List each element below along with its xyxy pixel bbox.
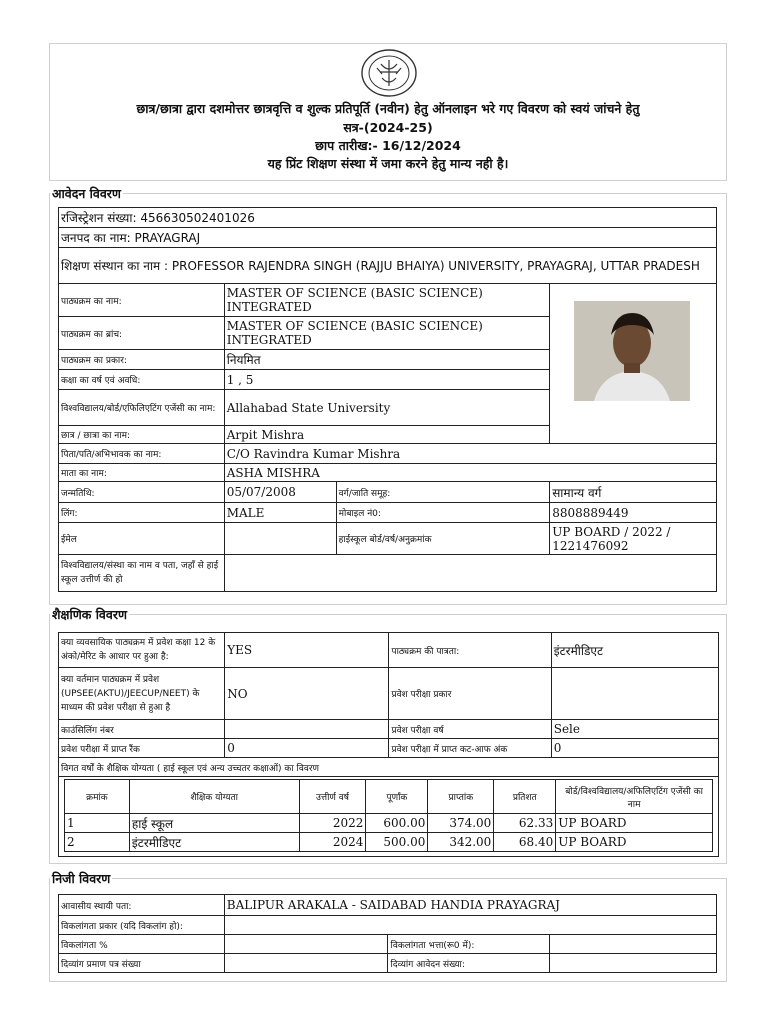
institution-name: शिक्षण संस्थान का नाम : PROFESSOR RAJENDRA SINGH (RAJJU BHAIYA) UNIVERSITY, PRAYAGRAJ, UTTAR PRADESH (59, 248, 717, 284)
counselling-label: काउंसिलिंग नंबर (59, 720, 225, 739)
category-label: वर्ग/जाति समूह: (336, 482, 550, 503)
highschool-institution-value (224, 555, 716, 592)
qualification-row (65, 833, 713, 852)
class-year-label: कक्षा का वर्ष एवं अवधि: (59, 370, 225, 390)
gender-value: MALE (224, 503, 336, 523)
course-branch: MASTER OF SCIENCE (BASIC SCIENCE) INTEGRATED (224, 317, 549, 350)
rank-label: प्रवेश परीक्षा में प्राप्त रैंक (59, 739, 225, 758)
qualification-column-header: शैक्षिक योग्यता (129, 780, 299, 814)
father-name: C/O Ravindra Kumar Mishra (224, 444, 716, 464)
exam-year-value: Sele (551, 720, 718, 739)
date-of-birth: 05/07/2008 (224, 482, 336, 503)
student-name-label: छात्र / छात्रा का नाम: (59, 426, 225, 444)
disability-application-value (550, 954, 717, 973)
mother-name: ASHA MISHRA (224, 464, 716, 482)
eligibility-label: पाठ्यक्रम की पात्रता: (389, 633, 551, 668)
personal-legend: निजी विवरण (52, 871, 111, 886)
qualification-cell: 2 (65, 833, 130, 852)
qualification-cell: UP BOARD (556, 833, 713, 852)
disability-percent-label: विकलांगता % (59, 935, 225, 954)
highschool-label: हाईस्कूल बोर्ड/वर्ष/अनुक्रमांक (336, 523, 550, 555)
exam-type-label: प्रवेश परीक्षा प्रकार (389, 668, 551, 720)
qualification-column-header: प्राप्तांक (428, 780, 494, 814)
header-title: छात्र/छात्रा द्वारा दशमोत्तर छात्रवृत्ति व शुल्क प्रतिपूर्ति (नवीन) हेतु ऑनलाइन भरे गए विवरण को स्वयं जांचने हेतु (136, 101, 640, 116)
dob-label: जन्मतिथि: (59, 482, 225, 503)
qualification-row (65, 814, 713, 833)
student-photo (574, 301, 690, 401)
address-value: BALIPUR ARAKALA - SAIDABAD HANDIA PRAYAGRAJ (224, 895, 716, 916)
qualification-cell: 500.00 (366, 833, 428, 852)
class-year: 1 , 5 (224, 370, 549, 390)
academic-legend: शैक्षणिक विवरण (52, 607, 127, 622)
highschool-value: UP BOARD / 2022 / 1221476092 (550, 523, 717, 555)
highschool-institution-label: विश्वविद्यालय/संस्था का नाम व पता, जहाँ से हाई स्कूल उत्तीर्ण की हो (59, 555, 225, 592)
course-type-label: पाठ्यक्रम का प्रकार: (59, 350, 225, 370)
course-name: MASTER OF SCIENCE (BASIC SCIENCE) INTEGRATED (224, 284, 549, 317)
print-date: छाप तारीख:- 16/12/2024 (315, 138, 461, 153)
merit-value: YES (225, 633, 389, 668)
disability-type-label: विकलांगता प्रकार (यदि विकलांग हो): (59, 916, 225, 935)
disability-certificate-value (224, 954, 388, 973)
father-name-label: पिता/पति/अभिभावक का नाम: (59, 444, 225, 464)
qualification-cell: 600.00 (366, 814, 428, 833)
disability-allowance-label: विकलांगता भत्ता(रू0 में): (388, 935, 550, 954)
exam-year-label: प्रवेश परीक्षा वर्ष (389, 720, 551, 739)
university-name: Allahabad State University (224, 390, 549, 426)
registration-number: रजिस्ट्रेशन संख्या: 456630502401026 (59, 208, 717, 228)
course-name-label: पाठ्यक्रम का नाम: (59, 284, 225, 317)
counselling-value (225, 720, 389, 739)
document-header (49, 43, 727, 181)
qualification-cell: हाई स्कूल (129, 814, 299, 833)
cutoff-label: प्रवेश परीक्षा में प्राप्त कट-आफ अंक (389, 739, 551, 758)
university-label: विश्वविद्यालय/बोर्ड/एफिलिएटिंग एजेंसी का नाम: (59, 390, 225, 426)
address-label: आवासीय स्थायी पता: (59, 895, 225, 916)
district-name: जनपद का नाम: PRAYAGRAJ (59, 228, 717, 248)
disability-certificate-label: दिव्यांग प्रमाण पत्र संख्या (59, 954, 225, 973)
mobile-value: 8808889449 (550, 503, 717, 523)
print-note: यह प्रिंट शिक्षण संस्था में जमा करने हेतु मान्य नही है। (267, 156, 509, 171)
up-government-emblem-icon (360, 48, 418, 98)
mobile-label: मोबाइल नं0: (336, 503, 550, 523)
qualification-column-header: बोर्ड/विश्वविद्यालय/अफिलिएटिंग एजेंसी का नाम (556, 780, 713, 814)
qualification-column-header: पूर्णांक (366, 780, 428, 814)
qualification-column-header: क्रमांक (65, 780, 130, 814)
student-name: Arpit Mishra (224, 426, 549, 444)
qualification-cell: इंटरमीडिएट (129, 833, 299, 852)
qualification-cell: UP BOARD (556, 814, 713, 833)
qualification-column-header: प्रतिशत (494, 780, 556, 814)
disability-type-value (224, 916, 716, 935)
past-qualification-label: विगत वर्षों के शैक्षिक योग्यता ( हाई स्कूल एवं अन्य उच्चतर कक्षाओं) का विवरण (59, 758, 719, 777)
course-type: नियमित (224, 350, 549, 370)
qualification-cell: 1 (65, 814, 130, 833)
entrance-exam-label: क्या वर्तमान पाठ्यक्रम में प्रवेश (UPSEE(AKTU)/JEECUP/NEET) के माध्यम की प्रवेश परीक्षा से हुआ है (59, 668, 225, 720)
disability-application-label: दिव्यांग आवेदन संख्या: (388, 954, 550, 973)
qualification-table (64, 779, 713, 852)
qualification-column-header: उत्तीर्ण वर्ष (299, 780, 366, 814)
application-legend: आवेदन विवरण (52, 186, 121, 201)
academic-table (58, 632, 719, 857)
gender-label: लिंग: (59, 503, 225, 523)
session-text: सत्र-(2024-25) (343, 120, 433, 135)
personal-table (58, 894, 717, 973)
photo-cell (550, 284, 717, 444)
disability-allowance-value (550, 935, 717, 954)
category-value: सामान्य वर्ग (550, 482, 717, 503)
exam-type-value (551, 668, 718, 720)
qualification-cell: 68.40 (494, 833, 556, 852)
course-branch-label: पाठ्यक्रम का ब्रांच: (59, 317, 225, 350)
disability-percent-value (224, 935, 388, 954)
qualification-cell: 2022 (299, 814, 366, 833)
qualification-cell: 342.00 (428, 833, 494, 852)
qualification-table-cell (59, 777, 719, 857)
eligibility-value: इंटरमीडिएट (551, 633, 718, 668)
application-table (58, 207, 717, 592)
rank-value: 0 (225, 739, 389, 758)
entrance-exam-value: NO (225, 668, 389, 720)
qualification-cell: 62.33 (494, 814, 556, 833)
email-value (224, 523, 336, 555)
merit-label: क्या व्यवसायिक पाठ्यक्रम में प्रवेश कक्षा 12 के अंको/मेरिट के आधार पर हुआ है: (59, 633, 225, 668)
email-label: ईमेल (59, 523, 225, 555)
cutoff-value: 0 (551, 739, 718, 758)
qualification-cell: 2024 (299, 833, 366, 852)
mother-name-label: माता का नाम: (59, 464, 225, 482)
qualification-cell: 374.00 (428, 814, 494, 833)
